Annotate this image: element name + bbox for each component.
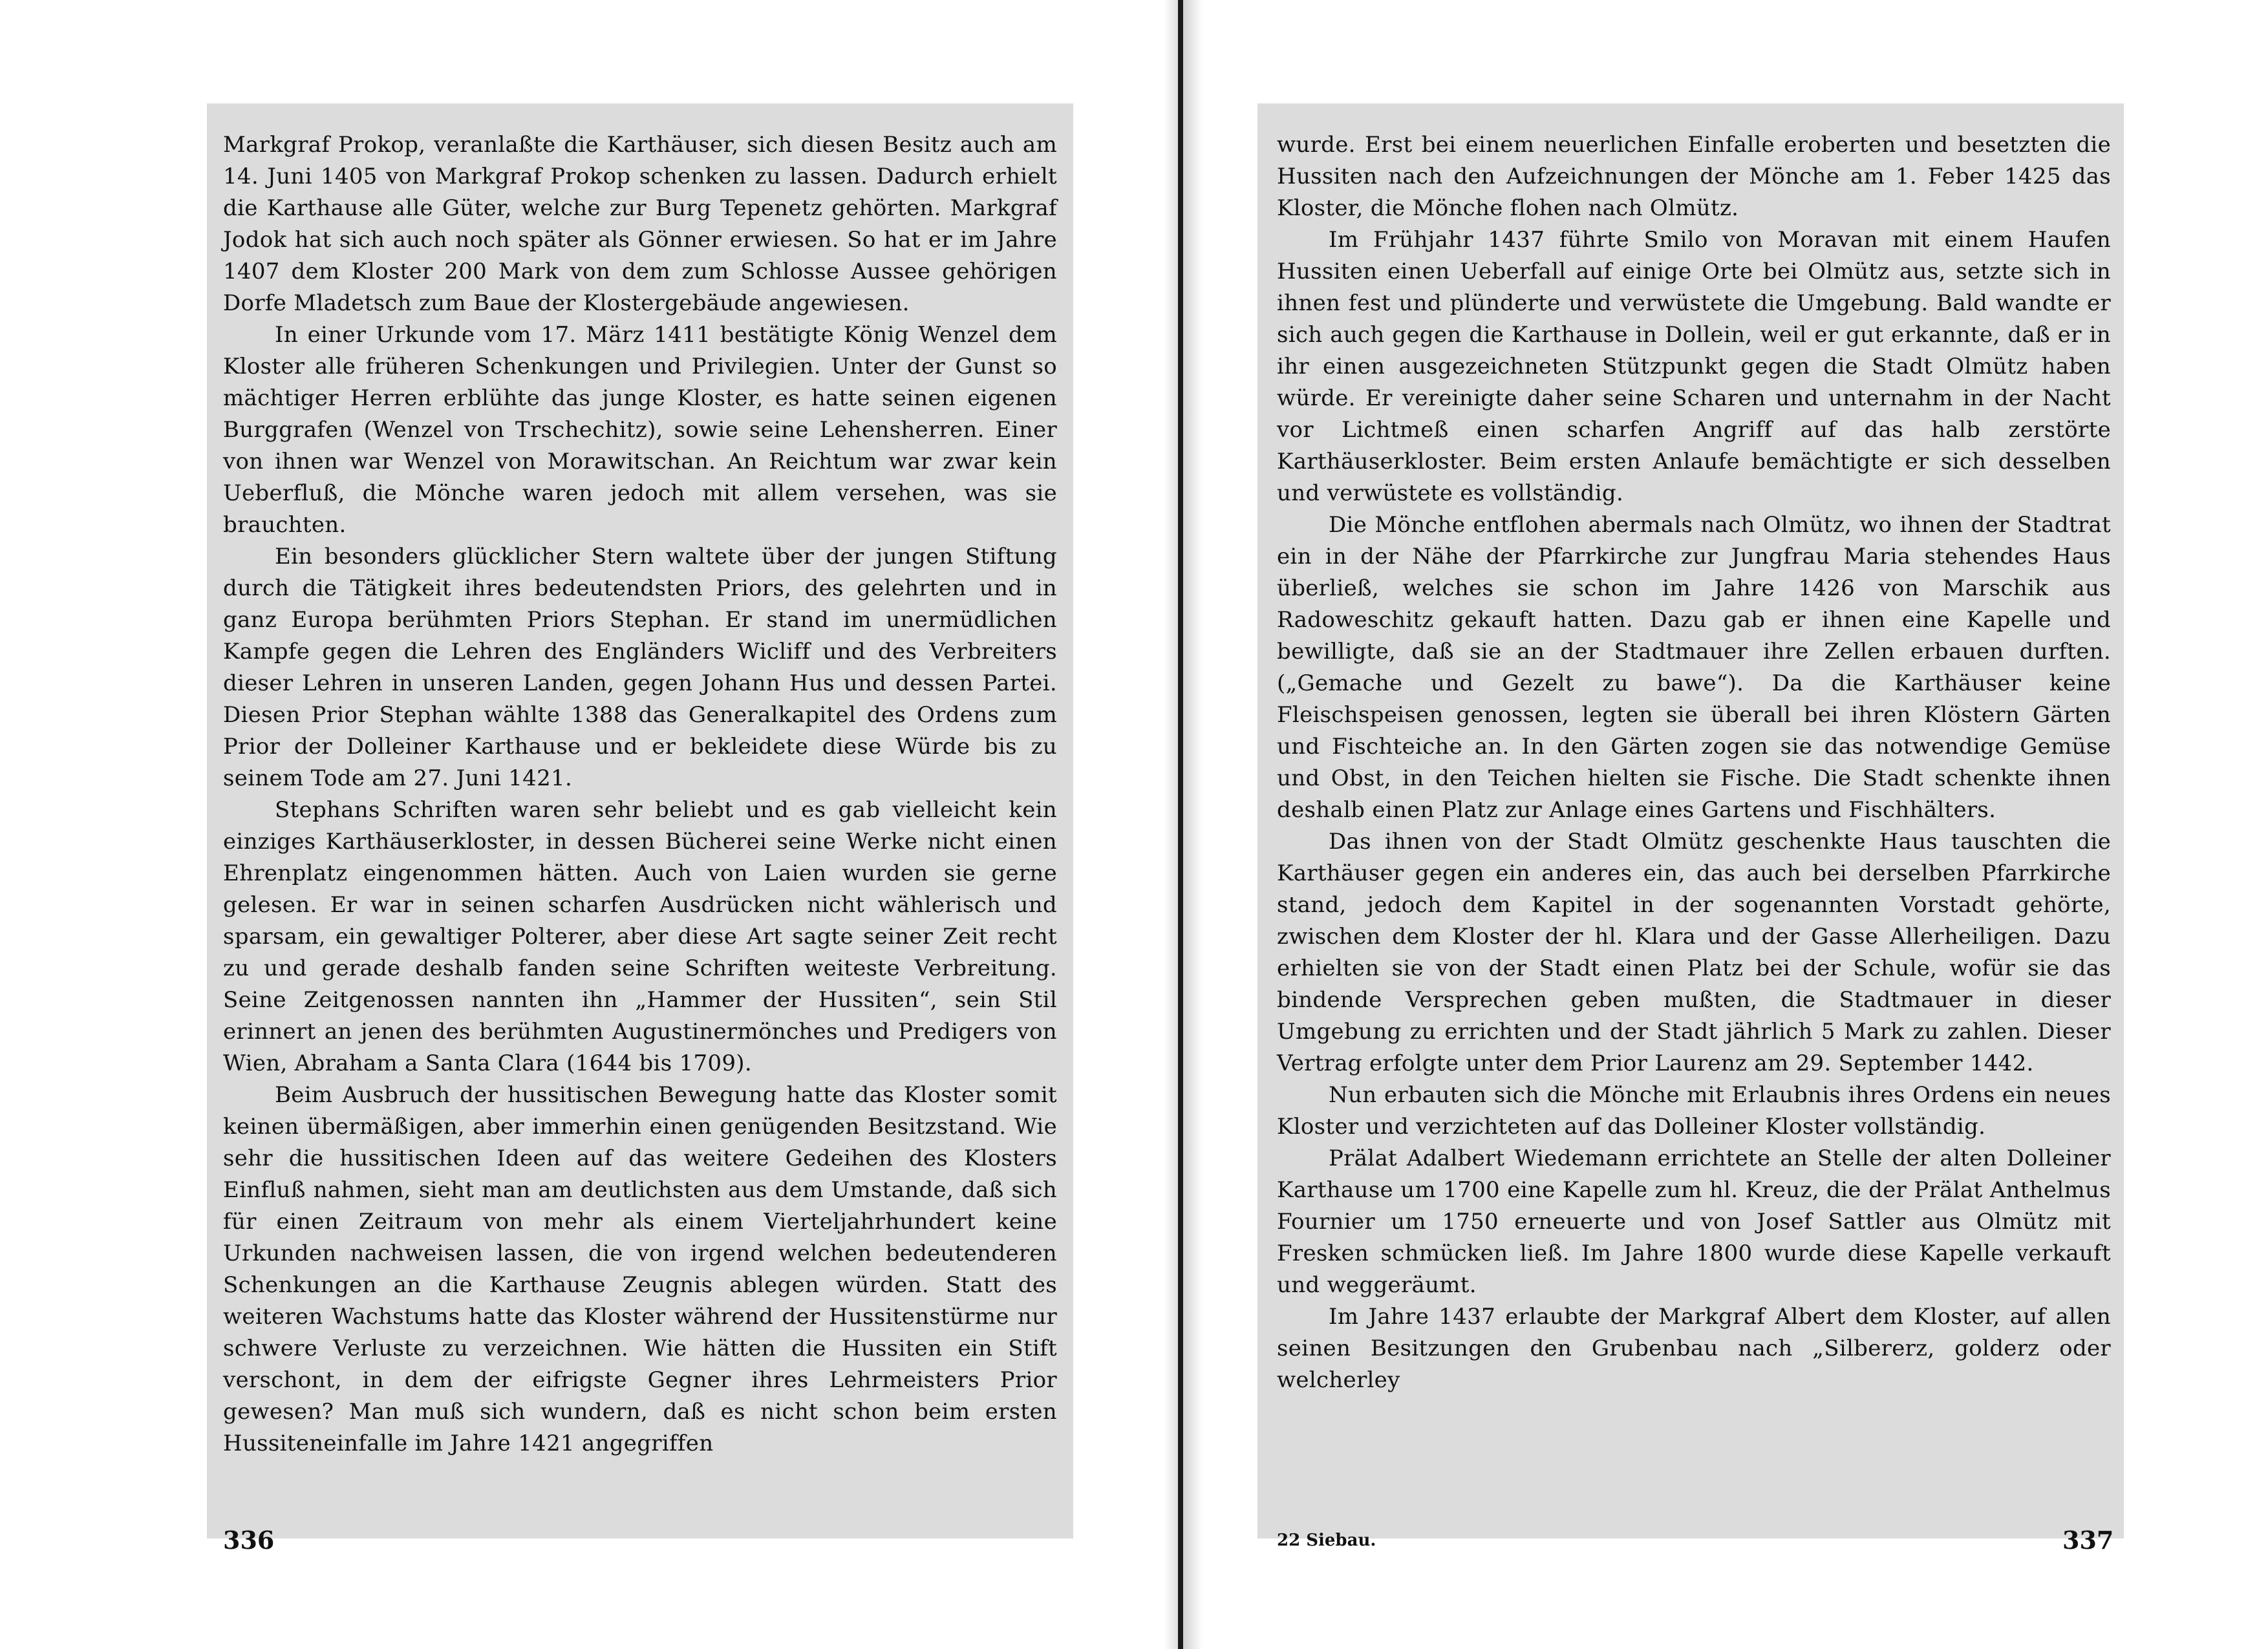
left-page-number: 336 [223,1526,275,1555]
paragraph: Beim Ausbruch der hussitischen Bewegung hatte das Kloster somit keinen übermäßigen, aber immerhin einen genügenden Besitzstand. Wie sehr die hussitischen Ideen auf das weitere Gedeihen des Klosters Einfluß nahmen, sieht man am deutlichsten aus dem Umstande, daß sich für einen Zeitraum von mehr als einem Vierteljahrhundert keine Urkunden nachweisen lassen, die von irgend welchen bedeutenderen Schenkungen an die Karthause Zeugnis ablegen würden. Statt des weiteren Wachstums hatte das Kloster während der Hussitenstürme nur schwere Verluste zu verzeichnen. Wie hätten die Hussiten ein Stift verschont, in dem der eifrigste Gegner ihres Lehrmeisters Prior gewesen? Man muß sich wundern, daß es nicht schon beim ersten Hussiteneinfalle im Jahre 1421 angegriffen [223,1082,1057,1456]
paragraph: Die Mönche entflohen abermals nach Olmütz, wo ihnen der Stadtrat ein in der Nähe der Pfarrkirche zur Jungfrau Maria stehendes Haus überließ, welches sie schon im Jahre 1426 von Marschik aus Radoweschitz gekauft hatten. Dazu gab er ihnen eine Kapelle und bewilligte, daß sie an der Stadtmauer ihre Zellen erbauen durften. („Gemache und Gezelt zu bawe“). Da die Karthäuser keine Fleischspeisen genossen, legten sie überall bei ihren Klöstern Gärten und Fischteiche an. In den Gärten zogen sie das notwendige Gemüse und Obst, in den Teichen hielten sie Fische. Die Stadt schenkte ihnen deshalb einen Platz zur Anlage eines Gartens und Fischhälters. [1277,512,2111,823]
paragraph: Nun erbauten sich die Mönche mit Erlaubnis ihres Ordens ein neues Kloster und verzichteten auf das Dolleiner Kloster vollständig. [1277,1082,2111,1140]
paragraph: Ein besonders glücklicher Stern waltete über der jungen Stiftung durch die Tätigkeit ihres bedeutendsten Priors, des gelehrten und in ganz Europa berühmten Priors Stephan. Er stand im unermüdlichen Kampfe gegen die Lehren des Engländers Wicliff und des Verbreiters dieser Lehren in unseren Landen, gegen Johann Hus und dessen Partei. Diesen Prior Stephan wählte 1388 das Generalkapitel des Ordens zum Prior der Dolleiner Karthause und er bekleidete diese Würde bis zu seinem Tode am 27. Juni 1421. [223,544,1057,791]
paragraph: In einer Urkunde vom 17. März 1411 bestätigte König Wenzel dem Kloster alle früheren Schenkungen und Privilegien. Unter der Gunst so mächtiger Herren erblühte das junge Kloster, es hatte seinen eigenen Burggrafen (Wenzel von Trschechitz), sowie seine Lehensherren. Einer von ihnen war Wenzel von Morawitschan. An Reichtum war zwar kein Ueberfluß, die Mönche waren jedoch mit allem versehen, was sie brauchten. [223,322,1057,538]
gutter-shadow [1164,0,1203,1649]
paragraph: wurde. Erst bei einem neuerlichen Einfalle eroberten und besetzten die Hussiten nach den Aufzeichnungen der Mönche am 1. Feber 1425 das Kloster, die Mönche flohen nach Olmütz. [1277,132,2111,221]
paragraph: Prälat Adalbert Wiedemann errichtete an Stelle der alten Dolleiner Karthause um 1700 eine Kapelle zum hl. Kreuz, die der Prälat Anthelmus Fournier um 1750 erneuerte und von Josef Sattler aus Olmütz mit Fresken schmücken ließ. Im Jahre 1800 wurde diese Kapelle verkauft und weggeräumt. [1277,1145,2111,1298]
paragraph: Markgraf Prokop, veranlaßte die Karthäuser, sich diesen Besitz auch am 14. Juni 1405 von Markgraf Prokop schenken zu lassen. Dadurch erhielt die Karthause alle Güter, welche zur Burg Tepenetz gehörten. Markgraf Jodok hat sich auch noch später als Gönner erwiesen. So hat er im Jahre 1407 dem Kloster 200 Mark von dem zum Schlosse Aussee gehörigen Dorfe Mladetsch zum Baue der Klostergebäude angewiesen. [223,132,1057,316]
signature-mark: 22 Siebau. [1277,1531,1376,1550]
paragraph: Im Jahre 1437 erlaubte der Markgraf Albert dem Kloster, auf allen seinen Besitzungen den Grubenbau nach „Silbererz, golderz oder welcherley [1277,1304,2111,1393]
book-gutter [1178,0,1183,1649]
left-page-text [223,129,1057,1460]
paragraph: Stephans Schriften waren sehr beliebt und es gab vielleicht kein einziges Karthäuserkloster, in dessen Bücherei seine Werke nicht einen Ehrenplatz eingenommen hätten. Auch von Laien wurden sie gerne gelesen. Er war in seinen scharfen Ausdrücken nicht wählerisch und sparsam, ein gewaltiger Polterer, aber diese Art sagte seiner Zeit recht zu und gerade deshalb fanden seine Schriften weiteste Verbreitung. Seine Zeitgenossen nannten ihn „Hammer der Hussiten“, sein Stil erinnert an jenen des berühmten Augustinermönches und Predigers von Wien, Abraham a Santa Clara (1644 bis 1709). [223,797,1057,1076]
paragraph: Im Frühjahr 1437 führte Smilo von Moravan mit einem Haufen Hussiten einen Ueberfall auf einige Orte bei Olmütz aus, setzte sich in ihnen fest und plünderte und verwüstete die Umgebung. Bald wandte er sich auch gegen die Karthause in Dollein, weil er gut erkannte, daß er in ihr einen ausgezeichneten Stützpunkt gegen die Stadt Olmütz haben würde. Er vereinigte daher seine Scharen und unternahm in der Nacht vor Lichtmeß einen scharfen Angriff auf das halb zerstörte Karthäuserkloster. Beim ersten Anlaufe bemächtigte er sich desselben und verwüstete es vollständig. [1277,227,2111,506]
paragraph: Das ihnen von der Stadt Olmütz geschenkte Haus tauschten die Karthäuser gegen ein anderes ein, das auch bei derselben Pfarrkirche stand, jedoch dem Kapitel in der sogenannten Vorstadt gehörte, zwischen dem Kloster der hl. Klara und der Gasse Allerheiligen. Dazu erhielten sie von der Stadt einen Platz bei der Schule, wofür sie das bindende Versprechen geben mußten, die Stadtmauer in dieser Umgebung zu errichten und der Stadt jährlich 5 Mark zu zahlen. Dieser Vertrag erfolgte unter dem Prior Laurenz am 29. September 1442. [1277,829,2111,1076]
right-page-number: 337 [2062,1526,2114,1555]
right-page-text [1277,129,2111,1396]
